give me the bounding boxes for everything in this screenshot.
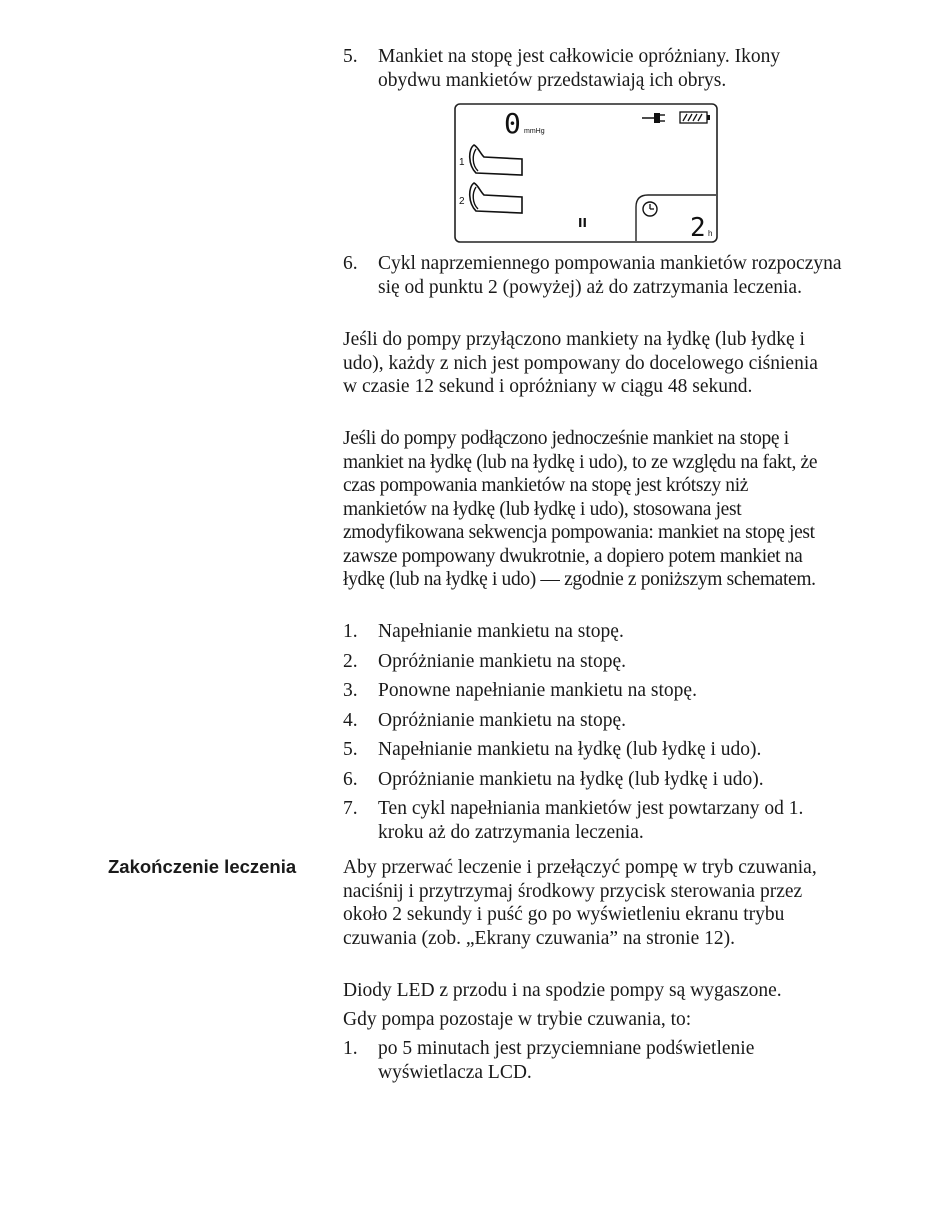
list-text: Napełnianie mankietu na łydkę (lub łydkę i udo). <box>378 739 762 760</box>
list-number: 3. <box>343 680 358 701</box>
list-number: 6. <box>343 769 358 790</box>
list-item <box>343 252 843 299</box>
list-number: 1. <box>343 621 358 642</box>
list-item <box>343 1037 843 1084</box>
pressure-unit: mmHg <box>524 128 545 135</box>
paragraph: Gdy pompa pozostaje w trybie czuwania, to: <box>343 1009 692 1030</box>
paragraph: Aby przerwać leczenie i przełączyć pompę w tryb czuwania, naciśnij i przytrzymaj środkowy przycisk sterowania przez około 2 sekundy i puść go po wyświetleniu ekranu trybu czuwania (zob. „Ekrany czuwania” na stronie 12). <box>343 857 817 949</box>
list-number: 2. <box>343 651 358 672</box>
paragraph: Jeśli do pompy podłączono jednocześnie mankiet na stopę i mankiet na łydkę (lub na łydkę i udo), to ze względu na fakt, że czas pompowania mankietów na stopę jest krótszy niż mankietów na łydkę (lub łydkę i udo), stosowana jest zmodyfikowana sekwencja pompowania: mankiet na stopę jest zawsze pompowany dwukrotnie, a dopiero potem mankiet na łydkę (lub na łydkę i udo) — zgodnie z poniższym schematem. <box>343 428 818 590</box>
section-heading: Zakończenie leczenia <box>108 856 297 877</box>
list-text: Cykl naprzemiennego pompowania mankietów rozpoczyna się od punktu 2 (powyżej) aż do zatrzymania leczenia. <box>378 253 842 298</box>
list-number: 7. <box>343 798 358 819</box>
list-number: 6. <box>343 253 358 274</box>
list-item <box>343 797 843 844</box>
pressure-digit <box>504 107 521 140</box>
list-text: Ponowne napełnianie mankietu na stopę. <box>378 680 697 701</box>
paragraph: Jeśli do pompy przyłączono mankiety na łydkę (lub łydkę i udo), każdy z nich jest pompowany do docelowego ciśnienia w czasie 12 sekund i opróżniany w ciągu 48 sekund. <box>343 329 818 397</box>
list-item <box>343 709 843 733</box>
list-item <box>343 620 843 644</box>
pause-symbol: II <box>578 216 587 230</box>
list-text: Ten cykl napełniania mankietów jest powtarzany od 1. kroku aż do zatrzymania leczenia. <box>378 798 804 843</box>
list-item <box>343 679 843 703</box>
list-number: 5. <box>343 739 358 760</box>
list-item <box>343 45 843 92</box>
timer-unit: h <box>708 229 713 238</box>
list-text: Opróżnianie mankietu na stopę. <box>378 710 627 731</box>
cuff-1-label: 1 <box>459 157 465 168</box>
list-item <box>343 650 843 674</box>
cuff-2-label: 2 <box>459 196 465 207</box>
paragraph: Diody LED z przodu i na spodzie pompy są wygaszone. <box>343 980 782 1001</box>
list-text: Mankiet na stopę jest całkowicie opróżniany. Ikony obydwu mankietów przedstawiają ich obrys. <box>378 46 781 91</box>
list-item <box>343 738 843 762</box>
svg-text:0: 0 <box>504 107 521 140</box>
list-number: 5. <box>343 46 358 67</box>
timer-digit: 2 <box>690 213 706 243</box>
list-item <box>343 768 843 792</box>
list-text: Opróżnianie mankietu na łydkę (lub łydkę i udo). <box>378 769 764 790</box>
list-text: Napełnianie mankietu na stopę. <box>378 621 624 642</box>
lcd-display-illustration <box>454 103 718 243</box>
list-number: 4. <box>343 710 358 731</box>
list-text: po 5 minutach jest przyciemniane podświetlenie wyświetlacza LCD. <box>378 1038 755 1083</box>
list-text: Opróżnianie mankietu na stopę. <box>378 651 627 672</box>
list-number: 1. <box>343 1038 358 1059</box>
